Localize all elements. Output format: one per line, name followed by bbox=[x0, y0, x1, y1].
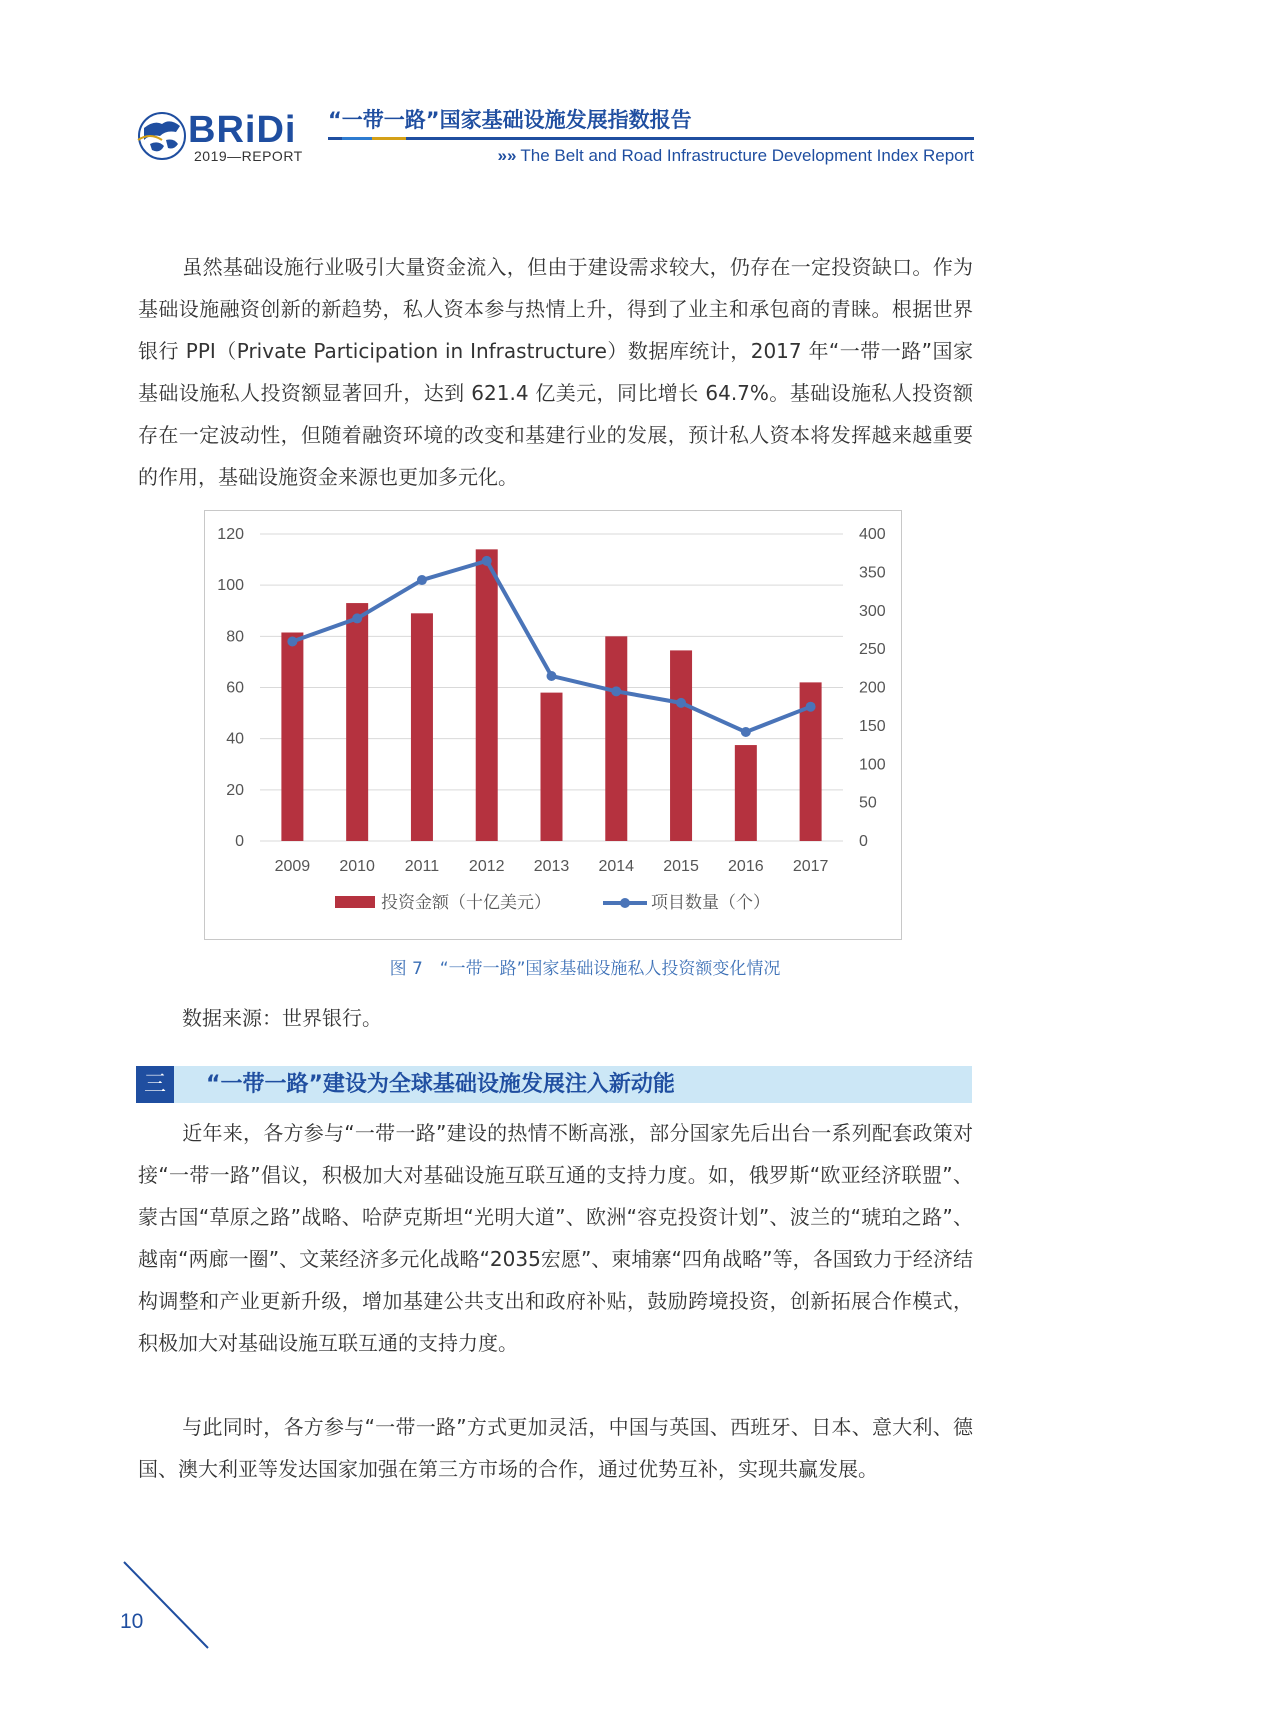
page-number: 10 bbox=[120, 1610, 144, 1633]
bar-investment bbox=[281, 632, 303, 841]
legend-swatch-investment bbox=[335, 896, 375, 908]
x-tick-label: 2012 bbox=[468, 858, 505, 875]
globe-icon bbox=[136, 110, 188, 162]
x-tick-label: 2013 bbox=[533, 858, 570, 875]
investment-chart bbox=[205, 511, 901, 939]
report-title-en-text: The Belt and Road Infrastructure Development Index Report bbox=[520, 146, 974, 165]
data-source-note: 数据来源：世界银行。 bbox=[182, 1006, 382, 1030]
bar-investment bbox=[541, 693, 563, 841]
figure-caption: 图 7 “一带一路”国家基础设施私人投资额变化情况 bbox=[389, 959, 781, 979]
section-number: 三 bbox=[136, 1066, 174, 1103]
x-tick-label: 2009 bbox=[274, 858, 311, 875]
body-paragraph-2 bbox=[138, 1112, 973, 1364]
body-paragraph-1-text: 虽然基础设施行业吸引大量资金流入，但由于建设需求较大，仍存在一定投资缺口。作为基础设施融资创新的新趋势，私人资本参与热情上升，得到了业主和承包商的青睐。根据世界银行 PPI（Private Participation in Infrastructure）数据库统计，2017 年“一带一路”国家基础设施私人投资额显著回升，达到 621.4 亿美元，同比增长 64.7%。基础设施私人投资额存在一定波动性，但随着融资环境的改变和基建行业的发展，预计私人资本将发挥越来越重要的作用，基础设施资金来源也更加多元化。 bbox=[138, 255, 973, 489]
logo-wordmark: BRiDi bbox=[188, 109, 297, 151]
bar-investment bbox=[735, 745, 757, 841]
logo-subtitle: 2019—REPORT bbox=[194, 148, 303, 164]
point-project-count bbox=[676, 698, 686, 708]
point-project-count bbox=[741, 727, 751, 737]
point-project-count bbox=[611, 686, 621, 696]
title-underline-accent-gold bbox=[372, 137, 406, 140]
y-right-tick-label: 300 bbox=[859, 602, 886, 620]
bar-investment bbox=[670, 650, 692, 841]
bar-investment bbox=[346, 603, 368, 841]
report-logo bbox=[136, 104, 306, 166]
x-tick-label: 2016 bbox=[728, 858, 764, 875]
x-tick-label: 2010 bbox=[339, 858, 375, 875]
x-tick-label: 2015 bbox=[663, 858, 699, 875]
y-right-tick-label: 100 bbox=[859, 756, 886, 774]
point-project-count bbox=[352, 613, 362, 623]
legend-label-investment: 投资金额（十亿美元） bbox=[381, 893, 551, 913]
y-left-tick-label: 40 bbox=[226, 730, 244, 748]
point-project-count bbox=[482, 556, 492, 566]
body-paragraph-2-text: 近年来，各方参与“一带一路”建设的热情不断高涨，部分国家先后出台一系列配套政策对接“一带一路”倡议，积极加大对基础设施互联互通的支持力度。如，俄罗斯“欧亚经济联盟”、蒙古国“草原之路”战略、哈萨克斯坦“光明大道”、欧洲“容克投资计划”、波兰的“琥珀之路”、越南“两廊一圈”、文莱经济多元化战略“2035宏愿”、柬埔寨“四角战略”等，各国致力于经济结构调整和产业更新升级，增加基建公共支出和政府补贴，鼓励跨境投资，创新拓展合作模式，积极加大对基础设施互联互通的支持力度。 bbox=[138, 1121, 973, 1355]
bar-investment bbox=[411, 613, 433, 841]
chevron-right-icon: »» bbox=[497, 146, 517, 165]
point-project-count bbox=[417, 575, 427, 585]
report-title-en bbox=[497, 146, 974, 166]
bar-investment bbox=[605, 636, 627, 841]
y-right-tick-label: 350 bbox=[859, 564, 886, 582]
point-project-count bbox=[547, 671, 557, 681]
y-left-tick-label: 100 bbox=[217, 577, 244, 595]
bar-investment bbox=[476, 549, 498, 841]
body-paragraph-3-text: 与此同时，各方参与“一带一路”方式更加灵活，中国与英国、西班牙、日本、意大利、德国、澳大利亚等发达国家加强在第三方市场的合作，通过优势互补，实现共赢发展。 bbox=[138, 1415, 973, 1481]
y-left-tick-label: 60 bbox=[226, 679, 244, 697]
point-project-count bbox=[806, 702, 816, 712]
report-title-cn: “一带一路”国家基础设施发展指数报告 bbox=[328, 108, 692, 132]
body-paragraph-3 bbox=[138, 1406, 973, 1490]
y-left-tick-label: 0 bbox=[235, 833, 244, 850]
y-right-tick-label: 0 bbox=[859, 833, 868, 850]
x-tick-label: 2017 bbox=[792, 858, 829, 875]
legend-marker-project-count bbox=[620, 898, 630, 908]
y-left-tick-label: 120 bbox=[217, 526, 244, 543]
y-right-tick-label: 50 bbox=[859, 794, 877, 812]
title-underline-accent-blue bbox=[342, 137, 372, 140]
y-right-tick-label: 200 bbox=[859, 679, 886, 697]
body-paragraph-1 bbox=[138, 246, 973, 498]
point-project-count bbox=[287, 636, 297, 646]
x-tick-label: 2014 bbox=[598, 858, 635, 875]
legend-label-project-count: 项目数量（个） bbox=[651, 893, 770, 913]
x-tick-label: 2011 bbox=[404, 858, 440, 875]
y-right-tick-label: 400 bbox=[859, 526, 886, 543]
y-right-tick-label: 150 bbox=[859, 717, 886, 735]
y-left-tick-label: 20 bbox=[226, 781, 244, 799]
title-underline bbox=[328, 137, 974, 140]
y-left-tick-label: 80 bbox=[226, 628, 244, 646]
chart-container bbox=[204, 510, 902, 940]
page-corner-line bbox=[118, 1560, 218, 1650]
section-title: “一带一路”建设为全球基础设施发展注入新动能 bbox=[206, 1072, 675, 1097]
y-right-tick-label: 250 bbox=[859, 641, 886, 659]
